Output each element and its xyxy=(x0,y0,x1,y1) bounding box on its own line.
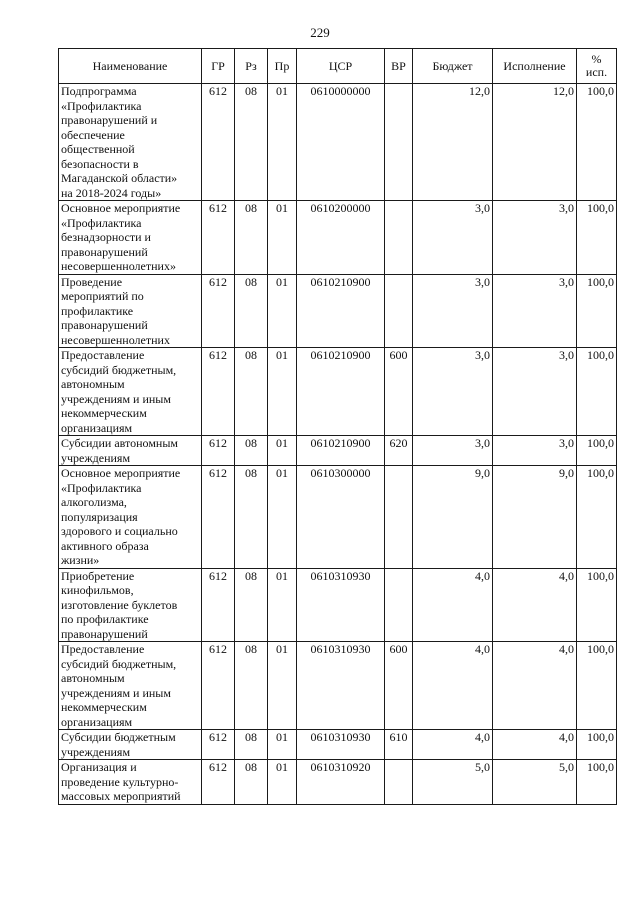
cell-rz: 08 xyxy=(235,730,268,760)
cell-name-line: организациям xyxy=(61,714,133,729)
table-header xyxy=(59,49,617,84)
table-row xyxy=(59,436,617,466)
header-pr: Пр xyxy=(268,49,297,84)
cell-name-line: общественной xyxy=(61,142,135,156)
cell-name-line: некоммерческим xyxy=(61,700,147,714)
cell-budget: 5,0 xyxy=(413,760,493,805)
table-row xyxy=(59,568,617,642)
cell-pr: 01 xyxy=(268,348,297,436)
cell-pr: 01 xyxy=(268,466,297,569)
cell-name-line: «Профилактика xyxy=(61,480,142,495)
cell-budget: 12,0 xyxy=(413,84,493,201)
cell-vr xyxy=(385,466,413,569)
cell-name-line: «Профилактика xyxy=(61,215,142,230)
cell-name-line: популяризация xyxy=(61,509,138,524)
cell-percent: 100,0 xyxy=(577,84,617,201)
cell-name-line: Предоставление xyxy=(61,642,145,656)
cell-name-line: автономным xyxy=(61,377,125,391)
cell-execution: 4,0 xyxy=(493,642,577,730)
cell-name-line: автономным xyxy=(61,671,125,685)
cell-execution: 3,0 xyxy=(493,348,577,436)
cell-execution: 5,0 xyxy=(493,760,577,805)
cell-name-line: безопасности в xyxy=(61,156,139,171)
table-row xyxy=(59,201,617,275)
cell-name-line: организациям xyxy=(61,420,133,435)
cell-execution: 4,0 xyxy=(493,730,577,760)
cell-name-line: мероприятий по xyxy=(61,289,144,303)
cell-name-line: Основное мероприятие xyxy=(61,201,181,215)
cell-percent: 100,0 xyxy=(577,436,617,466)
cell-csr: 0610000000 xyxy=(297,84,385,201)
cell-name-line: субсидий бюджетным, xyxy=(61,362,177,377)
cell-name-line: Предоставление xyxy=(61,348,145,362)
cell-name-line: Проведение xyxy=(61,274,123,289)
cell-rz: 08 xyxy=(235,760,268,805)
cell-name-line: безнадзорности и xyxy=(61,230,151,244)
cell-name-line: по профилактике xyxy=(61,612,149,626)
cell-gr: 612 xyxy=(202,568,235,642)
cell-percent: 100,0 xyxy=(577,642,617,730)
cell-vr: 600 xyxy=(385,642,413,730)
cell-budget: 4,0 xyxy=(413,642,493,730)
cell-name-line: профилактике xyxy=(61,303,134,318)
cell-budget: 4,0 xyxy=(413,730,493,760)
cell-csr: 0610210900 xyxy=(297,274,385,348)
cell-gr: 612 xyxy=(202,760,235,805)
table-row xyxy=(59,84,617,201)
header-budget: Бюджет xyxy=(413,49,493,84)
cell-name-line: правонарушений xyxy=(61,318,148,332)
cell-vr: 610 xyxy=(385,730,413,760)
cell-csr: 0610210900 xyxy=(297,348,385,436)
cell-name xyxy=(59,201,202,275)
cell-execution: 3,0 xyxy=(493,274,577,348)
cell-name-line: Приобретение xyxy=(61,568,135,583)
cell-name-line: правонарушений и xyxy=(61,113,158,127)
cell-pr: 01 xyxy=(268,730,297,760)
cell-gr: 612 xyxy=(202,436,235,466)
header-gr: ГР xyxy=(202,49,235,84)
cell-percent: 100,0 xyxy=(577,760,617,805)
table-row xyxy=(59,760,617,805)
cell-budget: 4,0 xyxy=(413,568,493,642)
cell-rz: 08 xyxy=(235,274,268,348)
cell-percent: 100,0 xyxy=(577,201,617,275)
cell-gr: 612 xyxy=(202,348,235,436)
table-row xyxy=(59,348,617,436)
table-body xyxy=(59,84,617,805)
cell-execution: 3,0 xyxy=(493,201,577,275)
cell-execution: 9,0 xyxy=(493,466,577,569)
header-execution: Исполнение xyxy=(493,49,577,84)
cell-name-line: Организация и xyxy=(61,760,137,774)
header-rz: Рз xyxy=(235,49,268,84)
table-row xyxy=(59,730,617,760)
cell-name xyxy=(59,274,202,348)
cell-name-line: активного образа xyxy=(61,538,149,553)
cell-execution: 4,0 xyxy=(493,568,577,642)
cell-gr: 612 xyxy=(202,274,235,348)
cell-name-line: Субсидии бюджетным xyxy=(61,730,176,744)
table-row xyxy=(59,466,617,569)
header-name: Наименование xyxy=(59,49,202,84)
cell-name-line: некоммерческим xyxy=(61,406,147,420)
cell-vr xyxy=(385,84,413,201)
cell-rz: 08 xyxy=(235,84,268,201)
cell-name xyxy=(59,466,202,569)
cell-name-line: субсидий бюджетным, xyxy=(61,656,177,671)
cell-budget: 3,0 xyxy=(413,348,493,436)
header-csr: ЦСР xyxy=(297,49,385,84)
cell-name-line: здорового и социально xyxy=(61,524,178,538)
page-number: 229 xyxy=(310,25,330,40)
header-row xyxy=(59,49,617,84)
cell-name-line: Субсидии автономным xyxy=(61,436,178,450)
cell-gr: 612 xyxy=(202,201,235,275)
cell-percent: 100,0 xyxy=(577,730,617,760)
cell-pr: 01 xyxy=(268,568,297,642)
cell-name xyxy=(59,730,202,760)
cell-name-line: учреждениям и иным xyxy=(61,685,171,700)
cell-name-line: массовых мероприятий xyxy=(61,789,181,803)
cell-vr xyxy=(385,201,413,275)
cell-rz: 08 xyxy=(235,466,268,569)
header-percent-symbol: % xyxy=(591,52,602,66)
cell-name xyxy=(59,568,202,642)
cell-csr: 0610310920 xyxy=(297,760,385,805)
cell-name xyxy=(59,436,202,466)
cell-pr: 01 xyxy=(268,642,297,730)
cell-budget: 3,0 xyxy=(413,201,493,275)
cell-csr: 0610310930 xyxy=(297,568,385,642)
cell-rz: 08 xyxy=(235,568,268,642)
cell-rz: 08 xyxy=(235,348,268,436)
cell-vr: 620 xyxy=(385,436,413,466)
cell-budget: 9,0 xyxy=(413,466,493,569)
cell-name-line: учреждениям и иным xyxy=(61,391,171,406)
header-percent xyxy=(577,49,617,84)
cell-name-line: несовершеннолетних» xyxy=(61,259,176,273)
cell-name-line: Основное мероприятие xyxy=(61,466,181,480)
cell-csr: 0610200000 xyxy=(297,201,385,275)
cell-budget: 3,0 xyxy=(413,436,493,466)
cell-name-line: несовершеннолетних xyxy=(61,332,170,347)
cell-name-line: учреждениям xyxy=(61,450,131,465)
cell-gr: 612 xyxy=(202,730,235,760)
cell-csr: 0610310930 xyxy=(297,642,385,730)
cell-pr: 01 xyxy=(268,201,297,275)
cell-name xyxy=(59,760,202,805)
cell-pr: 01 xyxy=(268,84,297,201)
cell-name-line: «Профилактика xyxy=(61,98,142,113)
cell-gr: 612 xyxy=(202,84,235,201)
cell-csr: 0610210900 xyxy=(297,436,385,466)
cell-name-line: Магаданской области» xyxy=(61,171,178,185)
cell-percent: 100,0 xyxy=(577,274,617,348)
cell-name-line: Подпрограмма xyxy=(61,84,137,98)
cell-percent: 100,0 xyxy=(577,466,617,569)
cell-rz: 08 xyxy=(235,201,268,275)
cell-name-line: обеспечение xyxy=(61,127,125,142)
cell-pr: 01 xyxy=(268,274,297,348)
cell-execution: 3,0 xyxy=(493,436,577,466)
cell-csr: 0610300000 xyxy=(297,466,385,569)
cell-csr: 0610310930 xyxy=(297,730,385,760)
cell-name-line: правонарушений xyxy=(61,244,148,259)
cell-rz: 08 xyxy=(235,642,268,730)
cell-name-line: учреждениям xyxy=(61,744,131,759)
cell-name xyxy=(59,84,202,201)
cell-gr: 612 xyxy=(202,642,235,730)
cell-vr: 600 xyxy=(385,348,413,436)
cell-name-line: на 2018-2024 годы» xyxy=(61,185,162,200)
table-row xyxy=(59,274,617,348)
cell-percent: 100,0 xyxy=(577,568,617,642)
budget-table xyxy=(58,48,617,805)
cell-name-line: кинофильмов, xyxy=(61,583,134,597)
cell-budget: 3,0 xyxy=(413,274,493,348)
cell-vr xyxy=(385,568,413,642)
header-vr: ВР xyxy=(385,49,413,84)
cell-pr: 01 xyxy=(268,760,297,805)
cell-gr: 612 xyxy=(202,466,235,569)
cell-rz: 08 xyxy=(235,436,268,466)
cell-pr: 01 xyxy=(268,436,297,466)
cell-name-line: изготовление буклетов xyxy=(61,597,178,612)
cell-vr xyxy=(385,760,413,805)
cell-vr xyxy=(385,274,413,348)
table-row xyxy=(59,642,617,730)
cell-name-line: проведение культурно- xyxy=(61,774,179,789)
cell-name-line: жизни» xyxy=(61,553,100,567)
cell-percent: 100,0 xyxy=(577,348,617,436)
cell-name-line: правонарушений xyxy=(61,626,148,641)
cell-execution: 12,0 xyxy=(493,84,577,201)
cell-name xyxy=(59,642,202,730)
cell-name-line: алкоголизма, xyxy=(61,495,127,509)
header-percent-label: исп. xyxy=(585,65,608,79)
cell-name xyxy=(59,348,202,436)
